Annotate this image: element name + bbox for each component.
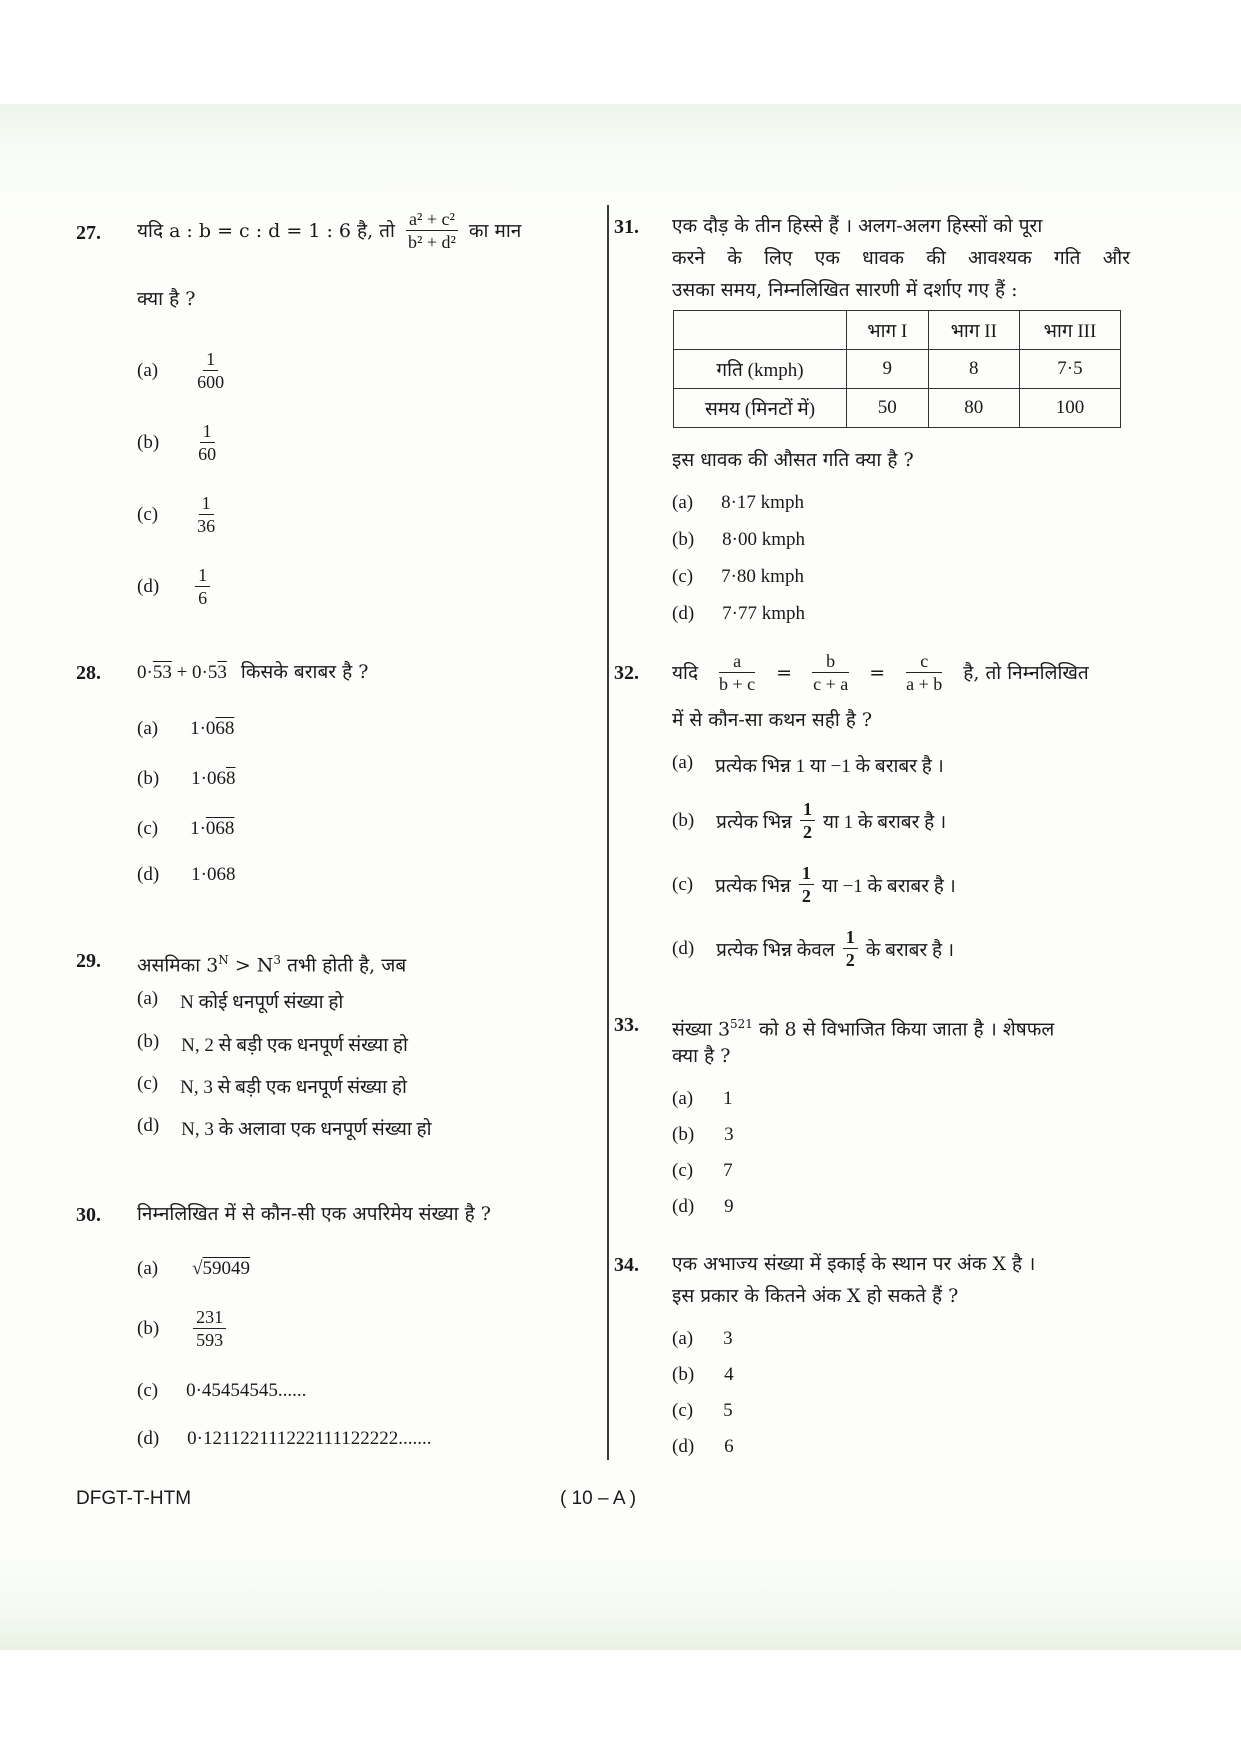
option-c[interactable]: (c) प्रत्येक भिन्न $\frac{1}{2}$ या −1 के बराबर है ।	[672, 863, 956, 906]
question-number: 28.	[76, 662, 101, 684]
question-text: असमिका $3^N > N^3$ तभी होती है, जब	[137, 953, 407, 977]
question-text: करने के लिए एक धावक की आवश्यक गति और	[672, 247, 1130, 269]
option-c[interactable]: (c) 1·068	[137, 818, 235, 839]
booklet-code: DFGT-T-HTM	[76, 1488, 192, 1509]
table-cell: 80	[928, 389, 1019, 428]
question-number: 33.	[614, 1014, 639, 1036]
option-b[interactable]: (b) 8·00 kmph	[672, 529, 806, 550]
option-a[interactable]: (a) 1	[672, 1088, 733, 1109]
option-b[interactable]: (b) 4	[672, 1364, 734, 1385]
question-text: क्या है ?	[672, 1045, 731, 1067]
table-row	[674, 389, 1121, 428]
option-d[interactable]: (d) प्रत्येक भिन्न केवल $\frac{1}{2}$ के बराबर है ।	[672, 927, 955, 970]
speed-time-table	[673, 310, 1121, 428]
option-d[interactable]: (d) 6	[672, 1436, 734, 1457]
option-a[interactable]: (a) 1·068	[137, 718, 235, 739]
option-c[interactable]: (c) 7	[672, 1160, 733, 1181]
option-b[interactable]: (b) 3	[672, 1124, 734, 1145]
option-a[interactable]: (a) $\frac{1}{600}$	[137, 349, 225, 392]
table-header-row	[674, 311, 1121, 350]
option-d[interactable]: (d) $\frac{1}{6}$	[137, 564, 210, 609]
table-header: भाग II	[928, 311, 1019, 350]
fraction: $\frac{\text{a² + c²}}{\text{b² + d²}}$	[407, 209, 456, 252]
table-cell: 8	[928, 350, 1019, 389]
row-label: गति (kmph)	[674, 350, 847, 389]
option-c[interactable]: (c) 5	[672, 1400, 733, 1421]
option-b[interactable]: (b) N, 2 से बड़ी एक धनपूर्ण संख्या हो	[137, 1031, 408, 1056]
page-number: ( 10 – A )	[560, 1488, 637, 1509]
option-a[interactable]: (a) 3	[672, 1328, 733, 1349]
option-d[interactable]: (d) 7·77 kmph	[672, 603, 806, 624]
option-a[interactable]: (a) √59049	[137, 1258, 251, 1279]
option-b[interactable]: (b) $\frac{1}{60}$	[137, 421, 217, 464]
table-header: भाग I	[847, 311, 929, 350]
table-cell: 9	[847, 350, 929, 389]
option-a[interactable]: (a) प्रत्येक भिन्न 1 या −1 के बराबर है ।	[672, 752, 944, 777]
question-text: एक दौड़ के तीन हिस्से हैं । अलग-अलग हिस्सों को पूरा	[672, 215, 1043, 237]
fraction: $\frac{c}{a + b}$	[906, 651, 943, 694]
option-d[interactable]: (d) N, 3 के अलावा एक धनपूर्ण संख्या हो	[137, 1115, 432, 1140]
table-cell: 7·5	[1019, 350, 1120, 389]
question-text: उसका समय, निम्नलिखित सारणी में दर्शाए गए हैं :	[672, 279, 1018, 301]
question-number: 27.	[76, 222, 101, 244]
question-text: इस धावक की औसत गति क्या है ?	[672, 449, 914, 471]
option-d[interactable]: (d) 0·121122111222111122222.......	[137, 1428, 432, 1449]
option-d[interactable]: (d) 9	[672, 1196, 734, 1217]
question-text: यदि a : b = c : d = 1 : 6 है, तो	[137, 219, 395, 242]
question-number: 32.	[614, 662, 639, 684]
question-text: एक अभाज्य संख्या में इकाई के स्थान पर अंक X है ।	[672, 1253, 1036, 1275]
question-text: संख्या $3^{521}$ को 8 से विभाजित किया जाता है । शेषफल	[672, 1017, 1055, 1041]
option-a[interactable]: (a) N कोई धनपूर्ण संख्या हो	[137, 988, 344, 1013]
option-b[interactable]: (b) प्रत्येक भिन्न $\frac{1}{2}$ या 1 के बराबर है ।	[672, 799, 947, 842]
question-text: किसके बराबर है ?	[240, 661, 369, 683]
question-number: 34.	[614, 1254, 639, 1276]
option-a[interactable]: (a) 8·17 kmph	[672, 492, 804, 513]
question-text: का मान	[468, 219, 522, 242]
question-number: 31.	[614, 216, 639, 238]
fraction: $\frac{a}{b + c}$	[719, 651, 756, 694]
question-text: निम्नलिखित में से कौन-सी एक अपरिमेय संख्या है ?	[137, 1203, 491, 1225]
table-cell: 50	[847, 389, 929, 428]
option-b[interactable]: (b) 1·068	[137, 768, 236, 789]
row-label: समय (मिनटों में)	[674, 389, 847, 428]
option-d[interactable]: (d) 1·068	[137, 864, 236, 885]
fraction: $\frac{b}{c + a}$	[813, 651, 849, 694]
question-text: इस प्रकार के कितने अंक X हो सकते हैं ?	[672, 1285, 959, 1307]
option-b[interactable]: (b) $\frac{231}{593}$	[137, 1306, 226, 1351]
option-c[interactable]: (c) 7·80 kmph	[672, 566, 804, 587]
option-c[interactable]: (c) $\frac{1}{36}$	[137, 493, 216, 536]
table-header: भाग III	[1019, 311, 1120, 350]
question-text: क्या है ?	[137, 288, 196, 310]
square-root-icon: √	[192, 1258, 203, 1279]
option-c[interactable]: (c) N, 3 से बड़ी एक धनपूर्ण संख्या हो	[137, 1073, 407, 1098]
question-text: में से कौन-सा कथन सही है ?	[672, 709, 873, 731]
question-number: 29.	[76, 950, 101, 972]
question-number: 30.	[76, 1204, 101, 1226]
column-divider	[607, 205, 609, 1460]
table-row	[674, 350, 1121, 389]
option-c[interactable]: (c) 0·45454545......	[137, 1380, 307, 1401]
table-cell: 100	[1019, 389, 1120, 428]
